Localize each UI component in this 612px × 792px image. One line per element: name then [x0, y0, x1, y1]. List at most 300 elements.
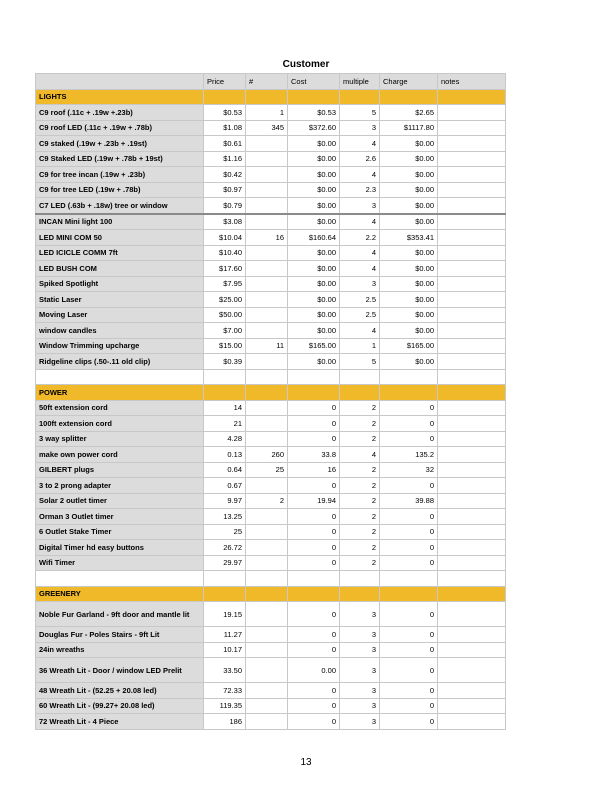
cell-qty[interactable]: 345: [246, 120, 288, 136]
cell-notes[interactable]: [438, 416, 506, 432]
cell-qty[interactable]: [246, 261, 288, 277]
cell-name[interactable]: Solar 2 outlet timer: [36, 493, 204, 509]
cell-cost[interactable]: 0: [288, 698, 340, 714]
cell-charge[interactable]: $0.00: [380, 354, 438, 370]
cell-price[interactable]: $50.00: [204, 307, 246, 323]
cell-qty[interactable]: 1: [246, 105, 288, 121]
cell-price[interactable]: $7.00: [204, 323, 246, 339]
cell-multiple[interactable]: 2.5: [340, 292, 380, 308]
cell-cost[interactable]: $160.64: [288, 230, 340, 246]
cell-notes[interactable]: [438, 151, 506, 167]
cell-notes[interactable]: [438, 627, 506, 643]
table-row: [36, 462, 506, 478]
cell-notes[interactable]: [438, 431, 506, 447]
cell-price[interactable]: $7.95: [204, 276, 246, 292]
cell-multiple[interactable]: 4: [340, 167, 380, 183]
cell-qty[interactable]: [246, 658, 288, 683]
cell-multiple[interactable]: 3: [340, 683, 380, 699]
cell-charge[interactable]: 135.2: [380, 447, 438, 463]
empty-cell[interactable]: [204, 571, 246, 587]
cell-qty[interactable]: [246, 416, 288, 432]
cell-cost[interactable]: 0: [288, 642, 340, 658]
cell-charge[interactable]: $2.65: [380, 105, 438, 121]
cell-notes[interactable]: [438, 540, 506, 556]
cell-charge[interactable]: 39.88: [380, 493, 438, 509]
cell-notes[interactable]: [438, 307, 506, 323]
cell-name[interactable]: C9 roof LED (.11c + .19w + .78b): [36, 120, 204, 136]
section-header-cell[interactable]: [246, 89, 288, 105]
section-header-cell[interactable]: [438, 586, 506, 602]
section-header-cell[interactable]: [246, 385, 288, 401]
empty-cell[interactable]: [380, 571, 438, 587]
cell-qty[interactable]: [246, 509, 288, 525]
cell-cost[interactable]: 0: [288, 555, 340, 571]
cell-cost[interactable]: $0.00: [288, 261, 340, 277]
empty-cell[interactable]: [246, 571, 288, 587]
cell-cost[interactable]: $372.60: [288, 120, 340, 136]
cell-price[interactable]: $0.79: [204, 198, 246, 214]
table-row: [36, 524, 506, 540]
cell-qty[interactable]: 2: [246, 493, 288, 509]
cell-qty[interactable]: [246, 714, 288, 730]
cell-qty[interactable]: 260: [246, 447, 288, 463]
cell-charge[interactable]: $0.00: [380, 151, 438, 167]
cell-multiple[interactable]: 2: [340, 431, 380, 447]
cell-name[interactable]: 48 Wreath Lit - (52.25 + 20.08 led): [36, 683, 204, 699]
cell-name[interactable]: C7 LED (.63b + .18w) tree or window: [36, 198, 204, 214]
cell-notes[interactable]: [438, 354, 506, 370]
section-header-cell[interactable]: [288, 586, 340, 602]
cell-multiple[interactable]: 2: [340, 524, 380, 540]
cell-notes[interactable]: [438, 493, 506, 509]
cell-name[interactable]: Moving Laser: [36, 307, 204, 323]
section-header-cell[interactable]: [204, 89, 246, 105]
cell-multiple[interactable]: 5: [340, 354, 380, 370]
cell-qty[interactable]: [246, 478, 288, 494]
cell-cost[interactable]: $0.00: [288, 182, 340, 198]
cell-qty[interactable]: [246, 602, 288, 627]
cell-charge[interactable]: $0.00: [380, 261, 438, 277]
cell-qty[interactable]: [246, 431, 288, 447]
cell-name[interactable]: C9 for tree LED (.19w + .78b): [36, 182, 204, 198]
cell-multiple[interactable]: 2: [340, 462, 380, 478]
cell-name[interactable]: Static Laser: [36, 292, 204, 308]
cell-price[interactable]: $0.39: [204, 354, 246, 370]
cell-multiple[interactable]: 3: [340, 658, 380, 683]
cell-multiple[interactable]: 2: [340, 493, 380, 509]
cell-name[interactable]: LED MINI COM 50: [36, 230, 204, 246]
cell-cost[interactable]: 33.8: [288, 447, 340, 463]
cell-price[interactable]: 0.64: [204, 462, 246, 478]
cell-name[interactable]: 3 way splitter: [36, 431, 204, 447]
cell-charge[interactable]: 0: [380, 555, 438, 571]
empty-cell[interactable]: [36, 571, 204, 587]
section-header-cell[interactable]: [288, 89, 340, 105]
section-header-cell[interactable]: [204, 385, 246, 401]
cell-multiple[interactable]: 2: [340, 540, 380, 556]
section-header-cell[interactable]: [438, 385, 506, 401]
cell-qty[interactable]: [246, 555, 288, 571]
cell-multiple[interactable]: 4: [340, 214, 380, 230]
cell-multiple[interactable]: 2.6: [340, 151, 380, 167]
section-header-cell[interactable]: [204, 586, 246, 602]
cell-price[interactable]: 0.13: [204, 447, 246, 463]
cell-cost[interactable]: 0: [288, 627, 340, 643]
cell-notes[interactable]: [438, 698, 506, 714]
cell-qty[interactable]: [246, 698, 288, 714]
section-header-cell[interactable]: [380, 586, 438, 602]
cell-price[interactable]: $0.53: [204, 105, 246, 121]
cell-name[interactable]: Noble Fur Garland - 9ft door and mantle lit: [36, 602, 204, 627]
cell-cost[interactable]: $0.00: [288, 276, 340, 292]
cell-name[interactable]: Douglas Fur - Poles Stairs - 9ft Lit: [36, 627, 204, 643]
cell-charge[interactable]: $353.41: [380, 230, 438, 246]
cell-charge[interactable]: $1117.80: [380, 120, 438, 136]
section-title[interactable]: GREENERY: [36, 586, 204, 602]
cell-name[interactable]: 24in wreaths: [36, 642, 204, 658]
cell-name[interactable]: GILBERT plugs: [36, 462, 204, 478]
cell-price[interactable]: $1.16: [204, 151, 246, 167]
cell-price[interactable]: 119.35: [204, 698, 246, 714]
cell-cost[interactable]: 0: [288, 478, 340, 494]
section-title[interactable]: POWER: [36, 385, 204, 401]
cell-qty[interactable]: [246, 683, 288, 699]
cell-price[interactable]: $0.97: [204, 182, 246, 198]
table-row: [36, 307, 506, 323]
cell-name[interactable]: 3 to 2 prong adapter: [36, 478, 204, 494]
cell-notes[interactable]: [438, 447, 506, 463]
cell-notes[interactable]: [438, 714, 506, 730]
empty-cell[interactable]: [246, 369, 288, 385]
cell-price[interactable]: 10.17: [204, 642, 246, 658]
cell-notes[interactable]: [438, 105, 506, 121]
cell-price[interactable]: 29.97: [204, 555, 246, 571]
cell-name[interactable]: window candles: [36, 323, 204, 339]
cell-qty[interactable]: [246, 292, 288, 308]
cell-charge[interactable]: 0: [380, 400, 438, 416]
cell-name[interactable]: 36 Wreath Lit - Door / window LED Prelit: [36, 658, 204, 683]
header-cell-cost: Cost: [288, 74, 340, 90]
cell-cost[interactable]: $165.00: [288, 338, 340, 354]
cell-qty[interactable]: [246, 151, 288, 167]
cell-qty[interactable]: [246, 354, 288, 370]
cell-name[interactable]: Orman 3 Outlet timer: [36, 509, 204, 525]
cell-cost[interactable]: 0: [288, 509, 340, 525]
empty-cell[interactable]: [204, 369, 246, 385]
cell-name[interactable]: C9 Staked LED (.19w + .78b + 19st): [36, 151, 204, 167]
section-header-cell[interactable]: [380, 89, 438, 105]
cell-notes[interactable]: [438, 683, 506, 699]
cell-notes[interactable]: [438, 524, 506, 540]
section-header-cell[interactable]: [340, 385, 380, 401]
cell-price[interactable]: 186: [204, 714, 246, 730]
cell-multiple[interactable]: 2: [340, 400, 380, 416]
cell-notes[interactable]: [438, 136, 506, 152]
cell-charge[interactable]: $165.00: [380, 338, 438, 354]
cell-qty[interactable]: [246, 323, 288, 339]
cell-name[interactable]: Wifi Timer: [36, 555, 204, 571]
cell-charge[interactable]: 0: [380, 627, 438, 643]
cell-multiple[interactable]: 4: [340, 323, 380, 339]
cell-qty[interactable]: [246, 198, 288, 214]
empty-cell[interactable]: [340, 571, 380, 587]
cell-name[interactable]: LED BUSH COM: [36, 261, 204, 277]
cell-multiple[interactable]: 1: [340, 338, 380, 354]
cell-notes[interactable]: [438, 230, 506, 246]
header-cell-notes: notes: [438, 74, 506, 90]
cell-qty[interactable]: [246, 524, 288, 540]
empty-cell[interactable]: [380, 369, 438, 385]
cell-multiple[interactable]: 2.2: [340, 230, 380, 246]
cell-cost[interactable]: $0.00: [288, 292, 340, 308]
cell-charge[interactable]: 0: [380, 683, 438, 699]
cell-notes[interactable]: [438, 261, 506, 277]
cell-multiple[interactable]: 3: [340, 198, 380, 214]
table-row: [36, 182, 506, 198]
cell-name[interactable]: 60 Wreath Lit - (99.27+ 20.08 led): [36, 698, 204, 714]
cell-charge[interactable]: $0.00: [380, 307, 438, 323]
cell-price[interactable]: $1.08: [204, 120, 246, 136]
cell-qty[interactable]: [246, 245, 288, 261]
cell-cost[interactable]: 0: [288, 400, 340, 416]
header-row: [36, 74, 506, 90]
empty-cell[interactable]: [438, 369, 506, 385]
cell-charge[interactable]: $0.00: [380, 136, 438, 152]
cell-qty[interactable]: [246, 182, 288, 198]
cell-price[interactable]: $0.61: [204, 136, 246, 152]
cell-cost[interactable]: 0.00: [288, 658, 340, 683]
cell-qty[interactable]: [246, 214, 288, 230]
cell-charge[interactable]: 0: [380, 658, 438, 683]
cell-cost[interactable]: $0.00: [288, 198, 340, 214]
cell-multiple[interactable]: 2: [340, 509, 380, 525]
cell-multiple[interactable]: 3: [340, 714, 380, 730]
cell-price[interactable]: 9.97: [204, 493, 246, 509]
cell-cost[interactable]: $0.00: [288, 151, 340, 167]
header-cell-qty: #: [246, 74, 288, 90]
cell-charge[interactable]: 0: [380, 431, 438, 447]
cell-qty[interactable]: [246, 167, 288, 183]
cell-qty[interactable]: [246, 627, 288, 643]
cell-price[interactable]: 21: [204, 416, 246, 432]
cell-charge[interactable]: $0.00: [380, 214, 438, 230]
cell-charge[interactable]: 0: [380, 714, 438, 730]
cell-name[interactable]: Window Trimming upcharge: [36, 338, 204, 354]
cell-qty[interactable]: [246, 642, 288, 658]
cell-cost[interactable]: 0: [288, 602, 340, 627]
table-row: [36, 627, 506, 643]
cell-cost[interactable]: 0: [288, 540, 340, 556]
cell-name[interactable]: LED ICICLE COMM 7ft: [36, 245, 204, 261]
cell-cost[interactable]: $0.00: [288, 136, 340, 152]
empty-cell[interactable]: [36, 369, 204, 385]
cell-name[interactable]: 72 Wreath Lit - 4 Piece: [36, 714, 204, 730]
cell-price[interactable]: 14: [204, 400, 246, 416]
cell-price[interactable]: 19.15: [204, 602, 246, 627]
table-row: [36, 642, 506, 658]
section-header-cell[interactable]: [246, 586, 288, 602]
cell-cost[interactable]: $0.00: [288, 167, 340, 183]
table-row: [36, 431, 506, 447]
cell-qty[interactable]: [246, 400, 288, 416]
cell-multiple[interactable]: 2: [340, 416, 380, 432]
cell-notes[interactable]: [438, 658, 506, 683]
cell-multiple[interactable]: 3: [340, 627, 380, 643]
cell-charge[interactable]: $0.00: [380, 292, 438, 308]
cell-charge[interactable]: 0: [380, 509, 438, 525]
cell-name[interactable]: INCAN Mini light 100: [36, 214, 204, 230]
table-row: [36, 261, 506, 277]
empty-cell[interactable]: [288, 369, 340, 385]
cell-notes[interactable]: [438, 182, 506, 198]
cell-notes[interactable]: [438, 400, 506, 416]
cell-cost[interactable]: 0: [288, 416, 340, 432]
cell-charge[interactable]: 0: [380, 698, 438, 714]
cell-price[interactable]: $10.04: [204, 230, 246, 246]
cell-notes[interactable]: [438, 167, 506, 183]
table-row: [36, 400, 506, 416]
cell-qty[interactable]: 11: [246, 338, 288, 354]
cell-notes[interactable]: [438, 509, 506, 525]
cell-price[interactable]: $17.60: [204, 261, 246, 277]
cell-price[interactable]: $3.08: [204, 214, 246, 230]
cell-notes[interactable]: [438, 276, 506, 292]
section-header-cell[interactable]: [438, 89, 506, 105]
section-header-row: [36, 586, 506, 602]
cell-price[interactable]: 26.72: [204, 540, 246, 556]
cell-charge[interactable]: 0: [380, 540, 438, 556]
cell-cost[interactable]: 0: [288, 714, 340, 730]
cell-multiple[interactable]: 3: [340, 276, 380, 292]
cell-charge[interactable]: 0: [380, 642, 438, 658]
cell-name[interactable]: Digital Timer hd easy buttons: [36, 540, 204, 556]
cell-multiple[interactable]: 4: [340, 136, 380, 152]
cell-notes[interactable]: [438, 602, 506, 627]
cell-multiple[interactable]: 3: [340, 698, 380, 714]
cell-qty[interactable]: [246, 136, 288, 152]
cell-notes[interactable]: [438, 292, 506, 308]
cell-price[interactable]: 33.50: [204, 658, 246, 683]
table-row: [36, 698, 506, 714]
cell-multiple[interactable]: 3: [340, 602, 380, 627]
table-row: [36, 509, 506, 525]
cell-notes[interactable]: [438, 462, 506, 478]
cell-charge[interactable]: $0.00: [380, 182, 438, 198]
cell-cost[interactable]: 16: [288, 462, 340, 478]
cell-price[interactable]: $0.42: [204, 167, 246, 183]
cell-multiple[interactable]: 5: [340, 105, 380, 121]
cell-name[interactable]: C9 for tree incan (.19w + .23b): [36, 167, 204, 183]
page-number: 13: [300, 757, 312, 768]
cell-qty[interactable]: [246, 276, 288, 292]
cell-qty[interactable]: 25: [246, 462, 288, 478]
cell-cost[interactable]: $0.00: [288, 354, 340, 370]
cell-price[interactable]: $15.00: [204, 338, 246, 354]
cell-cost[interactable]: $0.00: [288, 307, 340, 323]
cell-cost[interactable]: 0: [288, 683, 340, 699]
cell-charge[interactable]: 0: [380, 524, 438, 540]
empty-cell[interactable]: [340, 369, 380, 385]
section-header-cell[interactable]: [288, 385, 340, 401]
cell-notes[interactable]: [438, 198, 506, 214]
cell-price[interactable]: 11.27: [204, 627, 246, 643]
section-header-cell[interactable]: [340, 89, 380, 105]
cell-cost[interactable]: $0.00: [288, 214, 340, 230]
cell-name[interactable]: Ridgeline clips (.50-.11 old clip): [36, 354, 204, 370]
cell-charge[interactable]: $0.00: [380, 245, 438, 261]
cell-notes[interactable]: [438, 323, 506, 339]
empty-cell[interactable]: [438, 571, 506, 587]
cell-notes[interactable]: [438, 642, 506, 658]
cell-charge[interactable]: 0: [380, 416, 438, 432]
cell-notes[interactable]: [438, 120, 506, 136]
cell-charge[interactable]: 0: [380, 602, 438, 627]
cell-charge[interactable]: $0.00: [380, 276, 438, 292]
cell-name[interactable]: C9 roof (.11c + .19w +.23b): [36, 105, 204, 121]
cell-multiple[interactable]: 2.3: [340, 182, 380, 198]
section-header-cell[interactable]: [380, 385, 438, 401]
cell-name[interactable]: 50ft extension cord: [36, 400, 204, 416]
cell-notes[interactable]: [438, 338, 506, 354]
cell-multiple[interactable]: 2: [340, 555, 380, 571]
cell-multiple[interactable]: 2.5: [340, 307, 380, 323]
cell-multiple[interactable]: 4: [340, 447, 380, 463]
cell-name[interactable]: 6 Outlet Stake Timer: [36, 524, 204, 540]
cell-cost[interactable]: $0.00: [288, 245, 340, 261]
cell-multiple[interactable]: 2: [340, 478, 380, 494]
cell-cost[interactable]: $0.00: [288, 323, 340, 339]
section-title[interactable]: LIGHTS: [36, 89, 204, 105]
cell-charge[interactable]: 0: [380, 478, 438, 494]
cell-name[interactable]: 100ft extension cord: [36, 416, 204, 432]
cell-notes[interactable]: [438, 478, 506, 494]
cell-charge[interactable]: $0.00: [380, 167, 438, 183]
table-row: [36, 167, 506, 183]
cell-qty[interactable]: [246, 540, 288, 556]
cell-price[interactable]: 13.25: [204, 509, 246, 525]
cell-name[interactable]: Spiked Spotlight: [36, 276, 204, 292]
cell-charge[interactable]: $0.00: [380, 323, 438, 339]
cell-multiple[interactable]: 4: [340, 245, 380, 261]
cell-multiple[interactable]: 3: [340, 120, 380, 136]
table-row: [36, 602, 506, 627]
empty-cell[interactable]: [288, 571, 340, 587]
table-row: [36, 555, 506, 571]
cell-price[interactable]: $25.00: [204, 292, 246, 308]
section-header-cell[interactable]: [340, 586, 380, 602]
cell-notes[interactable]: [438, 555, 506, 571]
cell-price[interactable]: 25: [204, 524, 246, 540]
cell-multiple[interactable]: 4: [340, 261, 380, 277]
cell-price[interactable]: 72.33: [204, 683, 246, 699]
cell-price[interactable]: $10.40: [204, 245, 246, 261]
cell-cost[interactable]: 19.94: [288, 493, 340, 509]
cell-name[interactable]: C9 staked (.19w + .23b + .19st): [36, 136, 204, 152]
cell-name[interactable]: make own power cord: [36, 447, 204, 463]
cell-notes[interactable]: [438, 214, 506, 230]
cell-charge[interactable]: $0.00: [380, 198, 438, 214]
cell-cost[interactable]: $0.53: [288, 105, 340, 121]
cell-price[interactable]: 4.28: [204, 431, 246, 447]
cell-notes[interactable]: [438, 245, 506, 261]
cell-qty[interactable]: 16: [246, 230, 288, 246]
cell-charge[interactable]: 32: [380, 462, 438, 478]
cell-price[interactable]: 0.67: [204, 478, 246, 494]
cell-multiple[interactable]: 3: [340, 642, 380, 658]
cell-qty[interactable]: [246, 307, 288, 323]
cell-cost[interactable]: 0: [288, 431, 340, 447]
cell-cost[interactable]: 0: [288, 524, 340, 540]
